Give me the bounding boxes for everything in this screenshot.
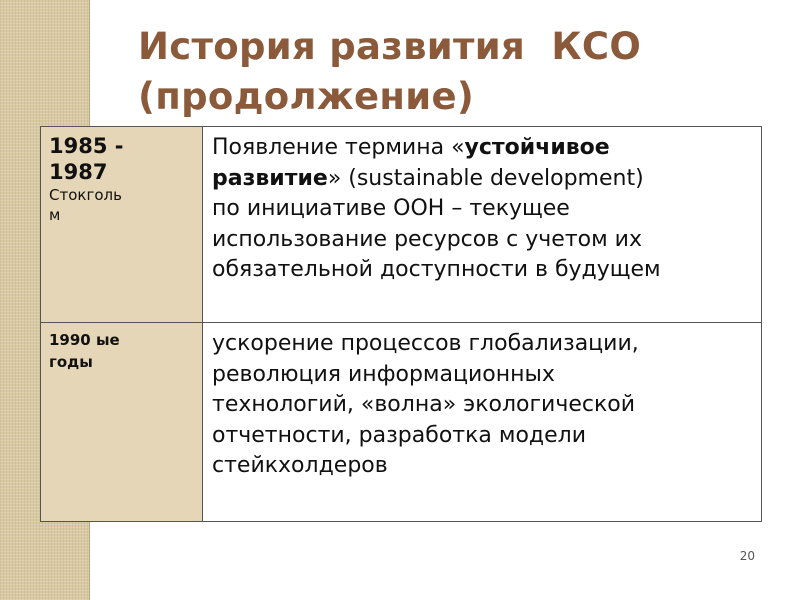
period-line-1: 1990 ые: [49, 331, 120, 349]
period-line-2: годы: [49, 353, 93, 371]
term-emphasis: развитие: [212, 165, 328, 191]
description-text: Появление термина «: [212, 135, 465, 160]
year-cell: [41, 323, 203, 522]
description-cell: [203, 323, 762, 522]
term-emphasis: устойчивое: [464, 135, 610, 160]
title-line-2: (продолжение): [138, 75, 475, 118]
description-line: по инициативе ООН – текущее: [212, 196, 570, 221]
page-number: 20: [739, 549, 755, 563]
description-line: отчетности, разработка модели: [212, 422, 587, 448]
table-row: [41, 127, 762, 323]
description-line: стейкхолдеров: [212, 453, 388, 478]
year-range-end: 1987: [49, 160, 108, 184]
description-line: ускорение процессов глобализации,: [212, 331, 639, 356]
table-row: [41, 323, 762, 522]
description-line: использование ресурсов с учетом их: [212, 226, 642, 252]
place-line-1: Стокголь: [49, 186, 122, 204]
description-cell: [203, 127, 762, 323]
year-cell: [41, 127, 203, 323]
description-line: революция информационных: [212, 361, 555, 387]
place-line-2: м: [49, 206, 61, 224]
description-text: » (sustainable development): [327, 165, 644, 191]
description-line: технологий, «волна» экологической: [212, 392, 636, 417]
year-range-start: 1985 -: [49, 134, 124, 158]
description-line: [212, 164, 753, 195]
description-line: [212, 133, 753, 164]
slide-title: [138, 22, 778, 122]
description-line: обязательной доступности в будущем: [212, 257, 661, 282]
title-line-1: История развития КСО: [138, 25, 642, 68]
history-table: [40, 126, 762, 522]
